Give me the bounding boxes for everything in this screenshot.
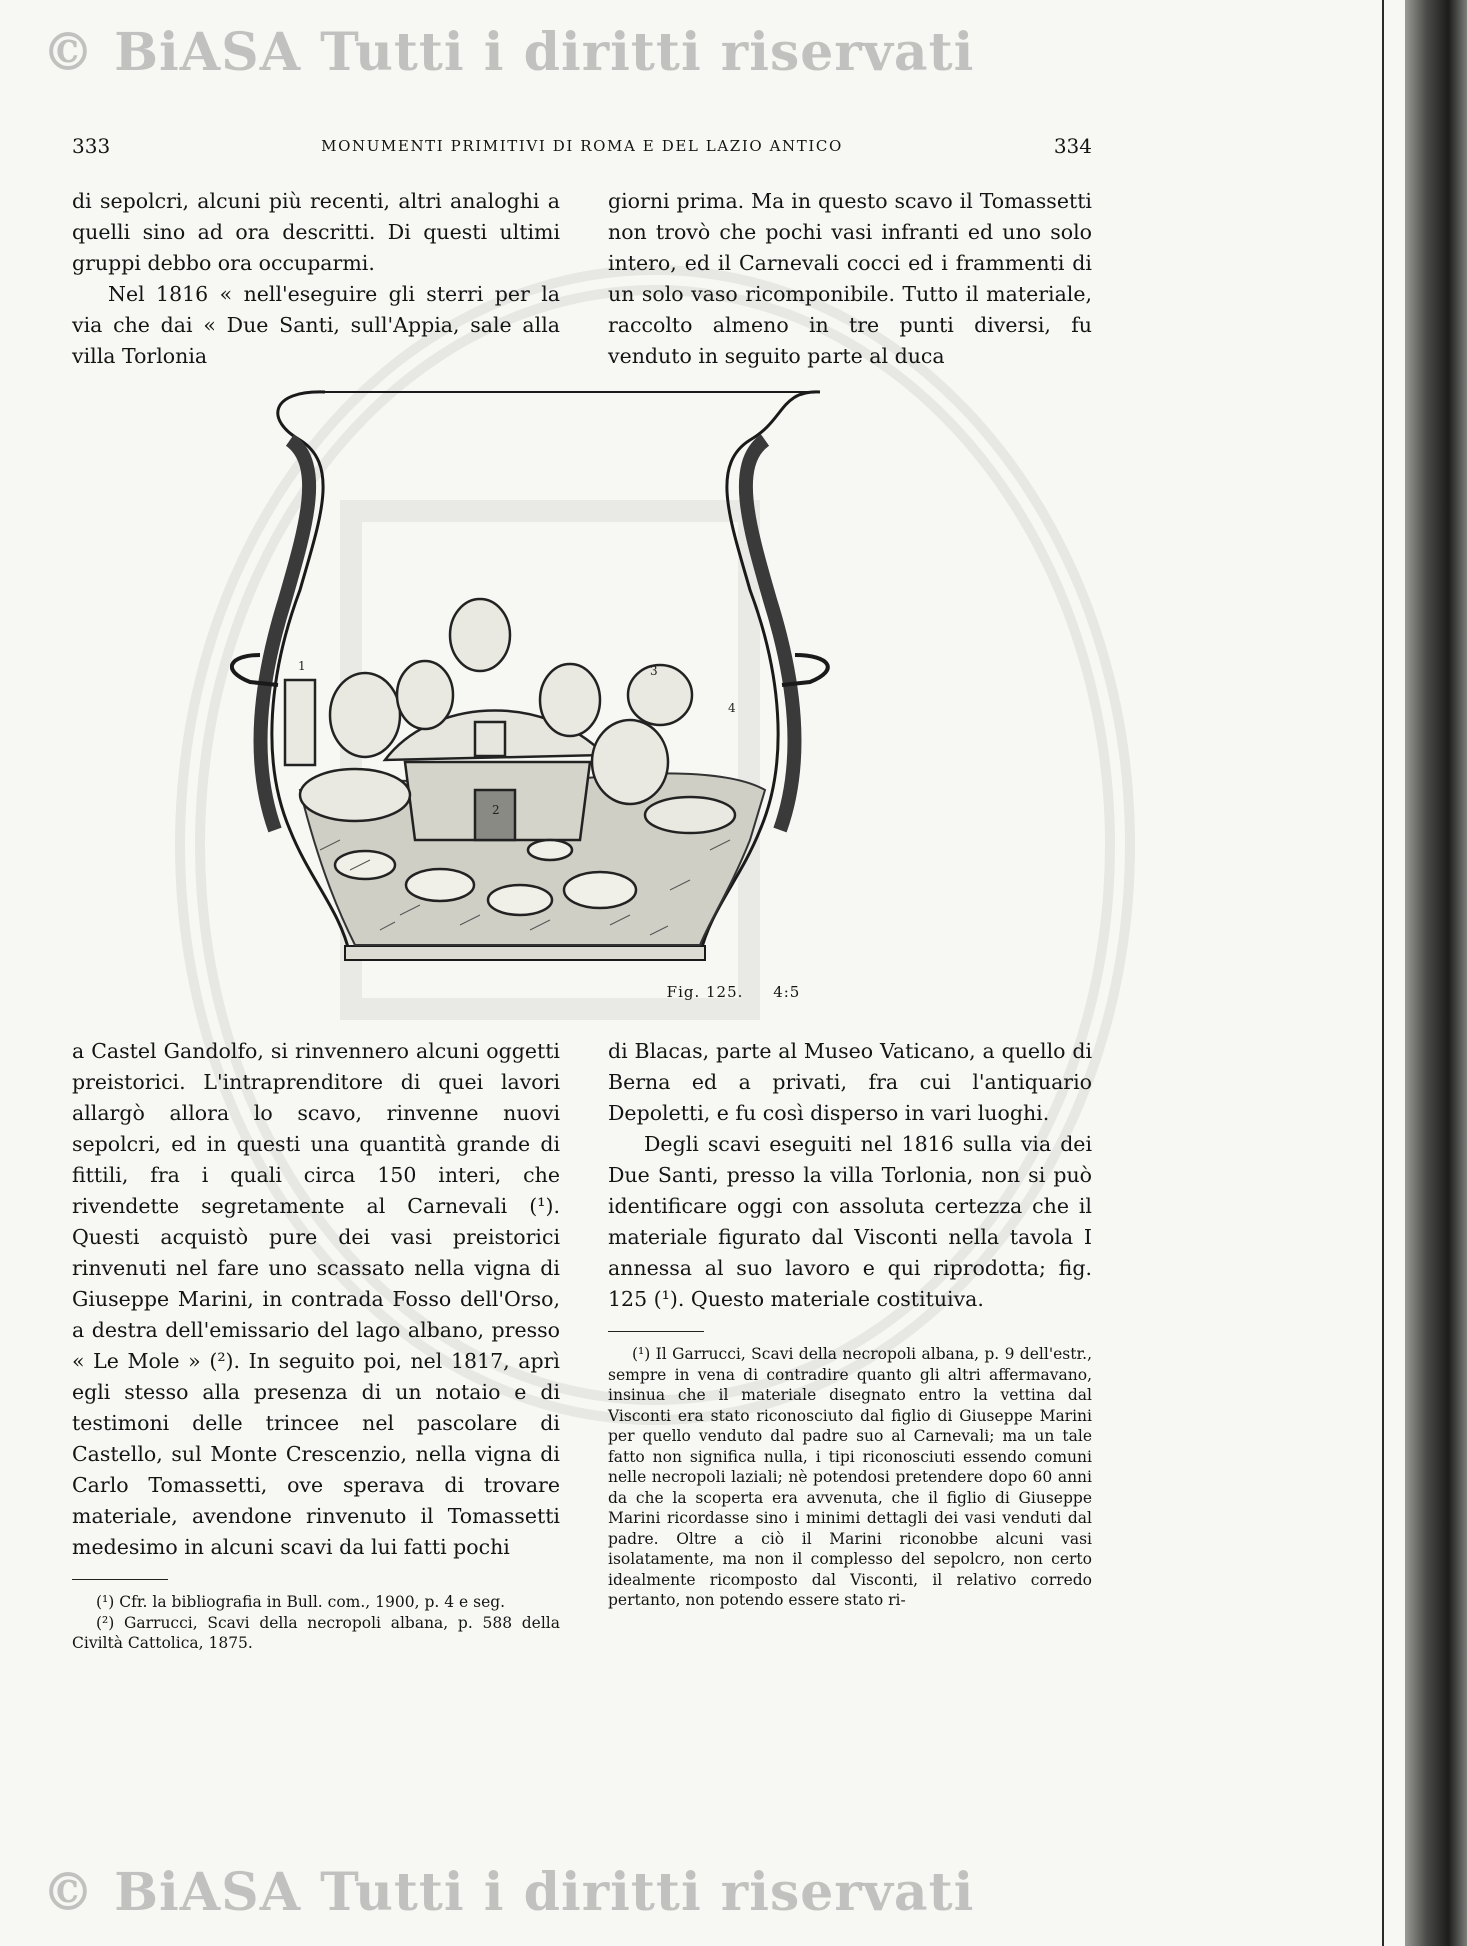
footnotes (72, 1592, 560, 1654)
running-header (72, 134, 1092, 164)
footnote: (¹) Cfr. la bibliografia in Bull. com., 1900, p. 4 e seg. (96, 1593, 506, 1611)
footnote-rule (608, 1331, 704, 1332)
watermark-bottom: © BiASA Tutti i diritti riservati (42, 1862, 975, 1923)
page-edge-line (1382, 0, 1384, 1946)
paragraph: di sepolcri, alcuni più recenti, altri analoghi a quelli sino ad ora descritti. Di questi ultimi gruppi debbo ora occuparmi. (72, 189, 560, 275)
column-left-bottom (72, 1036, 560, 1654)
footnotes (608, 1344, 1092, 1611)
footnote: (¹) Il Garrucci, Scavi della necropoli albana, p. 9 dell'estr., sempre in vena di contradire quanto gli altri affermavano, insinua che il materiale disegnato entro la vettina dal Visconti era stato riconosciuto dal figlio di Giuseppe Marini per quello venduto dal padre suo al Carnevali; ma un tale fatto non significa nulla, i tipi riconosciuti essendo comuni nelle necropoli laziali; nè potendosi pretendere dopo 60 anni da che la scoperta era avvenuta, che il figlio di Giuseppe Marini ricordasse sino i minimi dettagli dei vasi venduti dal padre. Oltre a ciò il Marini riconobbe alcuni vasi isolatamente, ma non il complesso del sepolcro, non certo idealmente ricomposto dal Visconti, il relativo corredo pertanto, non potendo essere stato ri- (608, 1345, 1092, 1609)
footnote-rule (72, 1579, 168, 1580)
figure-mark-4: 4 (728, 701, 736, 715)
column-right-bottom (608, 1036, 1092, 1611)
page-number-left: 333 (72, 134, 111, 158)
figure-caption (0, 983, 1467, 1001)
column-left-top (72, 186, 560, 372)
paragraph: a Castel Gandolfo, si rinvennero alcuni oggetti preistorici. L'intraprenditore di quei lavori allargò allora lo scavo, rinvenne nuovi sepolcri, ed in questi una quantità grande di fittili, fra i quali circa 150 interi, che rivendette segretamente al Carnevali (¹). Questi acquistò pure dei vasi preistorici rinvenuti nel fare uno scassato nella vigna di Giuseppe Marini, in contrada Fosso dell'Orso, a destra dell'emissario del lago albano, presso « Le Mole » (²). In seguito poi, nel 1817, aprì egli stesso alla presenza di un notaio e di testimoni delle trincee nel pascolare di Castello, sul Monte Crescenzio, nella vigna di Carlo Tomassetti, ove sperava di trovare materiale, avendone rinvenuto il Tomassetti medesimo in alcuni scavi da lui fatti pochi (72, 1039, 560, 1559)
running-title: MONUMENTI PRIMITIVI DI ROMA E DEL LAZIO ANTICO (321, 137, 843, 155)
paragraph: giorni prima. Ma in questo scavo il Tomassetti non trovò che pochi vasi infranti ed uno solo intero, ed il Carnevali cocci ed i frammenti di un solo vaso ricomponibile. Tutto il materiale, raccolto almeno in tre punti diversi, fu venduto in seguito parte al duca (608, 189, 1092, 368)
paragraph: Degli scavi eseguiti nel 1816 sulla via dei Due Santi, presso la villa Torlonia, non si può identificare oggi con assoluta certezza che il materiale figurato dal Visconti nella tavola I annessa al suo lavoro e qui riprodotta; fig. 125 (¹). Questo materiale costituiva. (608, 1132, 1092, 1311)
figure-mark-1: 1 (298, 659, 306, 673)
watermark-top: © BiASA Tutti i diritti riservati (42, 22, 975, 83)
page-number-right: 334 (1053, 134, 1092, 158)
figure-vessel-illustration (230, 370, 930, 970)
figure-label: Fig. 125. (666, 983, 744, 1001)
figure-mark-3: 3 (650, 664, 658, 678)
paragraph: di Blacas, parte al Museo Vaticano, a quello di Berna ed a privati, fra cui l'antiquario Depoletti, e fu così disperso in vari luoghi. (608, 1039, 1092, 1125)
figure-scale: 4:5 (773, 983, 801, 1001)
paragraph: Nel 1816 « nell'eseguire gli sterri per la via che dai « Due Santi, sull'Appia, sale alla villa Torlonia (72, 282, 560, 368)
book-spine-edge (1405, 0, 1467, 1946)
column-right-top (608, 186, 1092, 372)
figure-mark-2: 2 (492, 803, 500, 817)
footnote: (²) Garrucci, Scavi della necropoli albana, p. 588 della Civiltà Cattolica, 1875. (72, 1613, 560, 1652)
